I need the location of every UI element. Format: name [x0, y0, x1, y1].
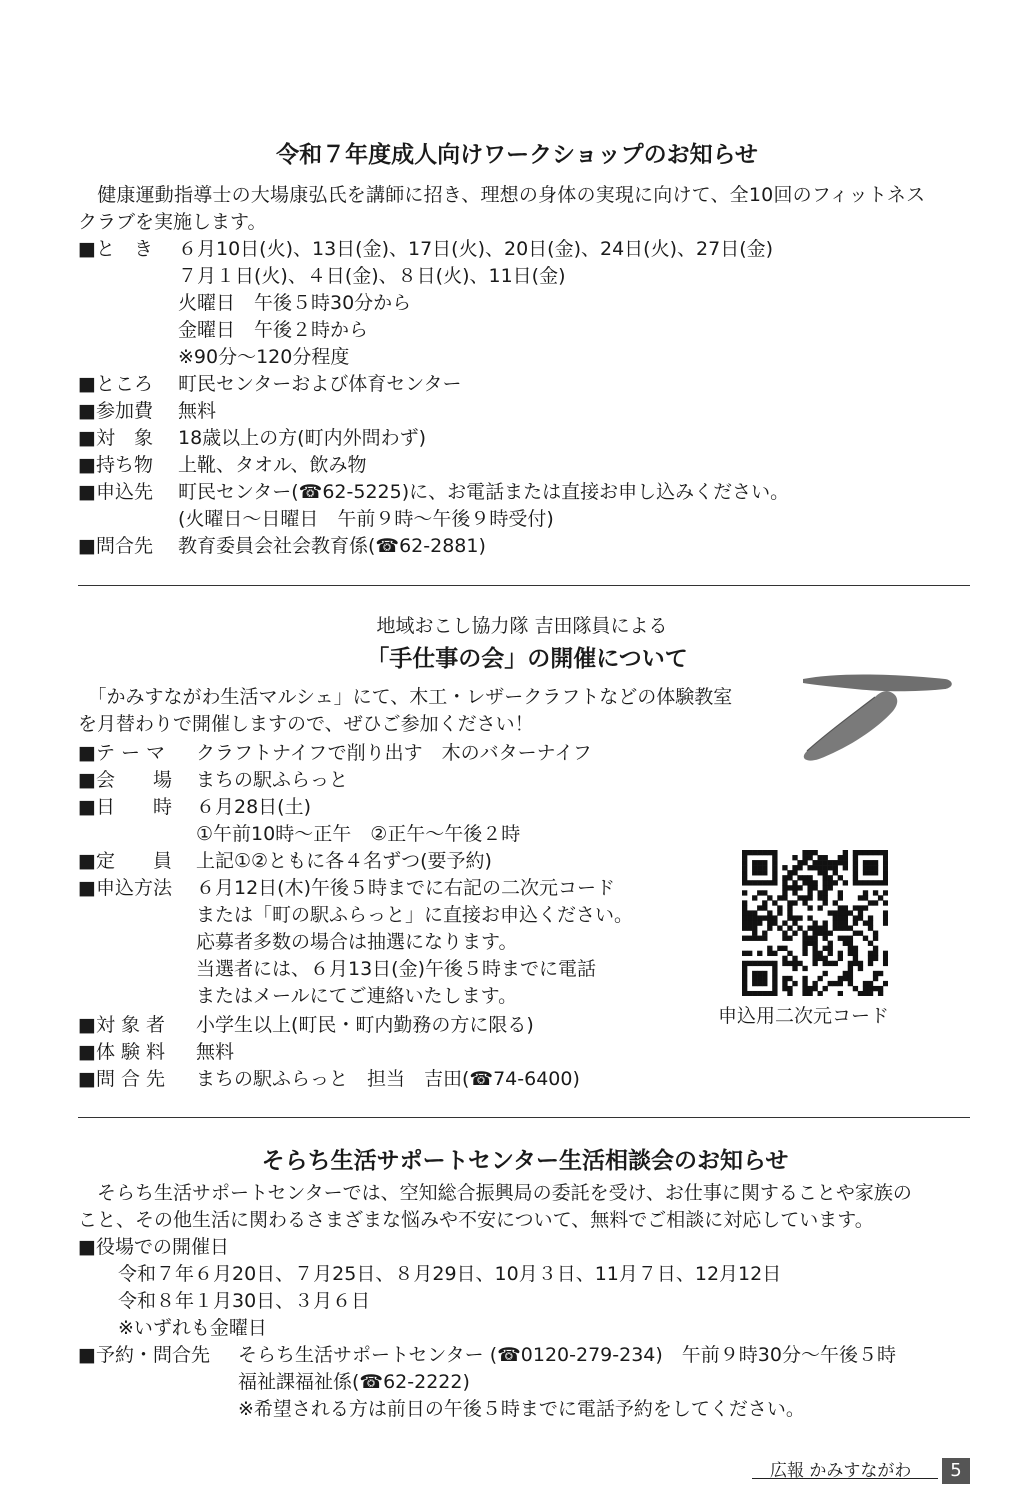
handcraft-eligible-label: ■対 象 者 [78, 1014, 166, 1036]
consult-intro-line2: こと、その他生活に関わるさまざまな悩みや不安について、無料でご相談に対応しています。 [78, 1209, 874, 1231]
handcraft-date-line2: ①午前10時～正午 ②正午～午後２時 [196, 823, 521, 845]
workshop-apply-line2: (火曜日～日曜日 午前９時～午後９時受付) [178, 508, 554, 530]
workshop-apply-label: ■申込先 [78, 481, 153, 503]
consult-contact-line3: ※希望される方は前日の午後５時までに電話予約をしてください。 [238, 1398, 805, 1420]
workshop-contact: 教育委員会社会教育係(☎62-2881) [178, 535, 486, 557]
workshop-toki-label: ■と き [78, 238, 153, 260]
handcraft-date-label: ■日 時 [78, 796, 172, 818]
handcraft-contact: まちの駅ふらっと 担当 吉田(☎74-6400) [196, 1068, 580, 1090]
consult-intro-line1: そらち生活サポートセンターでは、空知総合振興局の委託を受け、お仕事に関することや家族の [78, 1182, 912, 1204]
workshop-title: 令和７年度成人向けワークショップのお知らせ [276, 142, 758, 168]
handcraft-eligible: 小学生以上(町民・町内勤務の方に限る) [196, 1014, 534, 1036]
footer-rule [752, 1478, 938, 1479]
qr-caption: 申込用二次元コード [718, 1005, 890, 1027]
handcraft-venue: まちの駅ふらっと [196, 769, 349, 791]
consult-dates-line1: 令和７年６月20日、７月25日、８月29日、10月３日、11月７日、12月12日 [118, 1263, 782, 1285]
handcraft-intro-line1: 「かみすながわ生活マルシェ」にて、木工・レザークラフトなどの体験教室 [78, 686, 733, 708]
handcraft-fee-label: ■体 験 料 [78, 1041, 166, 1063]
footer-publication: 広報 かみすながわ [770, 1461, 912, 1481]
handcraft-capacity: 上記①②ともに各４名ずつ(要予約) [196, 850, 492, 872]
handcraft-date-line1: ６月28日(土) [196, 796, 312, 818]
workshop-intro-line2: クラブを実施します。 [78, 211, 267, 233]
handcraft-theme: クラフトナイフで削り出す 木のバターナイフ [196, 742, 592, 764]
handcraft-fee: 無料 [196, 1041, 235, 1063]
handcraft-method-line: または「町の駅ふらっと」に直接お申込ください。 [196, 904, 634, 926]
handcraft-method-line: ６月12日(木)午後５時までに右記の二次元コード [196, 877, 616, 899]
section-divider [78, 1117, 970, 1118]
workshop-bring: 上靴、タオル、飲み物 [178, 454, 367, 476]
workshop-place-label: ■ところ [78, 373, 153, 395]
workshop-bring-label: ■持ち物 [78, 454, 153, 476]
handcraft-method-line: 当選者には、６月13日(金)午後５時までに電話 [196, 958, 597, 980]
workshop-toki-line: ※90分～120分程度 [178, 346, 350, 368]
workshop-target: 18歳以上の方(町内外問わず) [178, 427, 427, 449]
workshop-toki-line: 金曜日 午後２時から [178, 319, 369, 341]
workshop-toki-line: ６月10日(火)、13日(金)、17日(火)、20日(金)、24日(火)、27日(金) [178, 238, 774, 260]
consult-contact-label: ■予約・問合先 [78, 1344, 210, 1366]
workshop-target-label: ■対 象 [78, 427, 153, 449]
handcraft-capacity-label: ■定 員 [78, 850, 172, 872]
handcraft-intro-line2: を月替わりで開催しますので、ぜひご参加ください！ [78, 713, 534, 735]
application-qr-code[interactable] [742, 850, 888, 996]
workshop-contact-label: ■問合先 [78, 535, 153, 557]
handcraft-venue-label: ■会 場 [78, 769, 172, 791]
workshop-place: 町民センターおよび体育センター [178, 373, 462, 395]
handcraft-method-line: 応募者多数の場合は抽選になります。 [196, 931, 518, 953]
butter-knife-illustration [795, 665, 960, 765]
page-number: 5 [942, 1458, 970, 1484]
workshop-toki-line: ７月１日(火)、４日(金)、８日(火)、11日(金) [178, 265, 566, 287]
workshop-toki-line: 火曜日 午後５時30分から [178, 292, 412, 314]
workshop-fee: 無料 [178, 400, 217, 422]
consult-contact-line1: そらち生活サポートセンター (☎0120-279-234) 午前９時30分～午後５時 [238, 1344, 896, 1366]
consult-title: そらち生活サポートセンター生活相談会のお知らせ [261, 1148, 789, 1174]
workshop-fee-label: ■参加費 [78, 400, 153, 422]
handcraft-method-line: またはメールにてご連絡いたします。 [196, 985, 518, 1007]
consult-dates-line3: ※いずれも金曜日 [118, 1317, 267, 1339]
handcraft-contact-label: ■問 合 先 [78, 1068, 166, 1090]
consult-dates-line2: 令和８年１月30日、３月６日 [118, 1290, 371, 1312]
handcraft-theme-label: ■テ ー マ [78, 742, 166, 764]
handcraft-method-label: ■申込方法 [78, 877, 172, 899]
handcraft-subtitle: 地域おこし協力隊 吉田隊員による [376, 615, 668, 637]
section-divider [78, 585, 970, 586]
handcraft-title: 「手仕事の会」の開催について [366, 646, 688, 672]
consult-contact-line2: 福祉課福祉係(☎62-2222) [238, 1371, 470, 1393]
workshop-apply-line1: 町民センター(☎62-5225)に、お電話または直接お申し込みください。 [178, 481, 790, 503]
workshop-intro-line1: 健康運動指導士の大場康弘氏を講師に招き、理想の身体の実現に向けて、全10回のフィットネス [78, 184, 926, 206]
consult-dates-label: ■役場での開催日 [78, 1236, 229, 1258]
